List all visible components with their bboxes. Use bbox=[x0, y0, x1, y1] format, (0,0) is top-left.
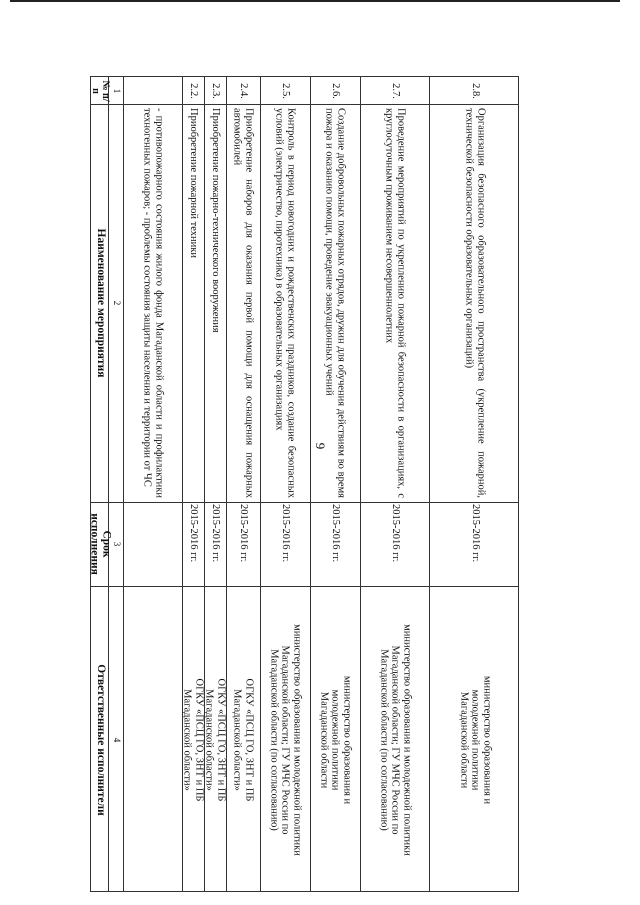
table-row-name: Организация безопасного образовательного пространства (укрепление пожарной, технической безопасности образовательных организаций) bbox=[463, 108, 486, 498]
table-row-name: Приобретение пожарно-технического вооружения bbox=[209, 108, 221, 333]
page-number: 9 bbox=[313, 442, 328, 450]
table-row-term: 2015-2016 гг. bbox=[209, 504, 221, 563]
table-row-term: 2015-2016 гг. bbox=[279, 504, 291, 563]
table-row-exec: министерство образования и молодежной политики Магаданской области; ГУ МЧС России по Магаданской области (по согласованию) bbox=[268, 623, 303, 856]
top-border-line bbox=[10, 0, 620, 2]
table-row-num: 2.3. bbox=[209, 82, 221, 99]
header-exec: Ответственные исполнители bbox=[94, 663, 107, 816]
table-row-term: 2015-2016 гг. bbox=[389, 504, 401, 563]
table-row-exec: министерство образования и молодежной политики Магаданской области bbox=[318, 675, 353, 804]
table-row-name: Контроль в период новогодних и рождественских праздников, создание безопасных условий (электричество, пиротехника) в образовательных организациях bbox=[274, 108, 297, 498]
index-1: 1 bbox=[111, 88, 122, 93]
table-row-name: - противопожарного состояния жилого фонда Магаданской области и профилактики техногенных пожаров; - проблемы состояния защиты населения и территории от ЧС bbox=[141, 108, 164, 498]
header-name: Наименование мероприятия bbox=[94, 228, 107, 378]
table-row-exec: министерство образования и молодежной политики Магаданской области bbox=[457, 675, 492, 804]
table-row-num: 2.8. bbox=[469, 82, 481, 99]
table-row-exec: министерство образования и молодежной политики Магаданской области; ГУ МЧС России по Магаданской области (по согласованию) bbox=[377, 623, 412, 856]
header-num: № п/п bbox=[89, 79, 111, 102]
table-row-term: 2015-2016 гг. bbox=[329, 504, 341, 563]
table-row-name: Приобретение пожарной техники bbox=[187, 108, 199, 258]
table-row-num: 2.7. bbox=[389, 82, 401, 99]
measures-table bbox=[90, 76, 519, 892]
table-row-exec: ОГКУ «ПСЦ ГО, ЗНТ и ПБ Магаданской области» bbox=[232, 678, 255, 801]
table-row-name: Создание добровольных пожарных отрядов, дружин для обучения действиям во время пожара и оказанию помощи, проведение эвакуационных учений bbox=[324, 108, 347, 498]
index-2: 2 bbox=[111, 300, 122, 306]
table-row-num: 2.4. bbox=[237, 82, 249, 99]
table-row-exec: ОГКУ «ПСЦ ГО, ЗНТ и ПБ Магаданской области» bbox=[204, 678, 227, 801]
table-row-term: 2015-2016 гг. bbox=[469, 504, 481, 563]
table-row-num: 2.6. bbox=[329, 82, 341, 99]
index-3: 3 bbox=[111, 541, 122, 547]
table-row-num: 2.5. bbox=[279, 82, 291, 99]
table-row-term: 2015-2016 гг. bbox=[237, 504, 249, 563]
table-row-term: 2015-2016 гг. bbox=[187, 504, 199, 563]
index-4: 4 bbox=[111, 737, 122, 742]
table-row-exec: ОГКУ «ПСЦ ГО, ЗНТ и ПБ Магаданской области» bbox=[182, 678, 205, 801]
table-row-name: Приобретение наборов для оказания первой помощи для оснащения пожарных автомобилей bbox=[232, 108, 255, 498]
table-row-num: 2.2. bbox=[187, 82, 199, 99]
table-row-name: Проведение мероприятий по укреплению пожарной безопасности в организациях, с круглосуточным проживанием несовершеннолетних bbox=[383, 108, 406, 498]
header-term: Срок исполнения bbox=[88, 513, 112, 575]
